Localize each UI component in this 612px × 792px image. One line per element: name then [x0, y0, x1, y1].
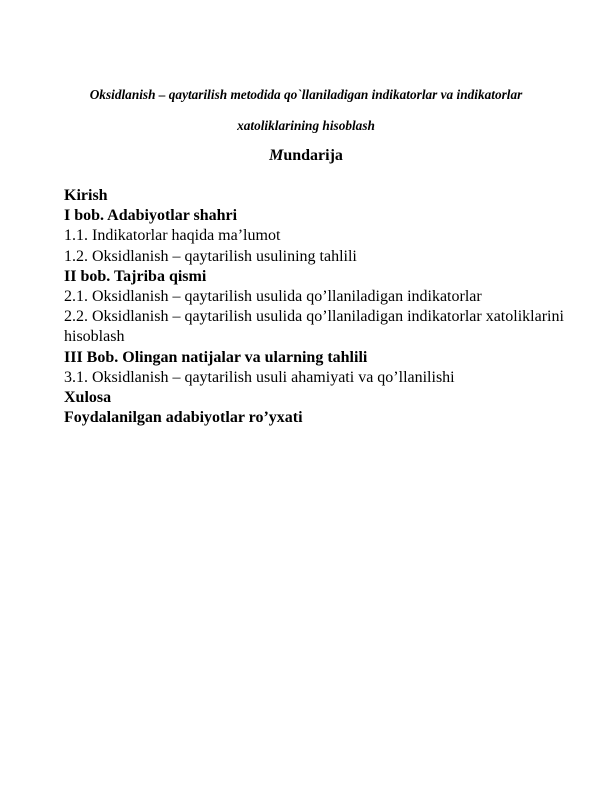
toc-item-references: Foydalanilgan adabiyotlar ro’yxati	[64, 409, 303, 427]
toc-item-2-2-continued: hisoblash	[64, 328, 125, 346]
toc-item-2-1: 2.1. Oksidlanish – qaytarilish usulida qo’llaniladigan indikatorlar	[64, 288, 482, 306]
document-title-line-2: xatoliklarining hisoblash	[237, 118, 375, 133]
toc-heading-initial: M	[269, 147, 284, 164]
toc-item-kirish: Kirish	[64, 187, 108, 204]
toc-item-chapter-3: III Bob. Olingan natijalar va ularning tahlili	[64, 348, 368, 366]
toc-item-2-2: 2.2. Oksidlanish – qaytarilish usulida qo’llaniladigan indikatorlar xatoliklarini	[64, 308, 564, 326]
toc-item-1-1: 1.1. Indikatorlar haqida ma’lumot	[64, 227, 281, 245]
toc-heading	[64, 146, 548, 166]
toc-item-chapter-1: I bob. Adabiyotlar shahri	[64, 207, 238, 225]
toc-item-3-1: 3.1. Oksidlanish – qaytarilish usuli ahamiyati va qo’llanilishi	[64, 368, 455, 386]
table-of-contents	[64, 186, 564, 428]
toc-item-1-2: 1.2. Oksidlanish – qaytarilish usulining tahlili	[64, 247, 357, 265]
toc-heading-rest: undarija	[283, 147, 343, 164]
toc-item-xulosa: Xulosa	[64, 389, 112, 407]
toc-item-chapter-2: II bob. Tajriba qismi	[64, 267, 207, 285]
document-title-line-1: Oksidlanish – qaytarilish metodida qo`llaniladigan indikatorlar va indikatorlar	[89, 87, 523, 102]
